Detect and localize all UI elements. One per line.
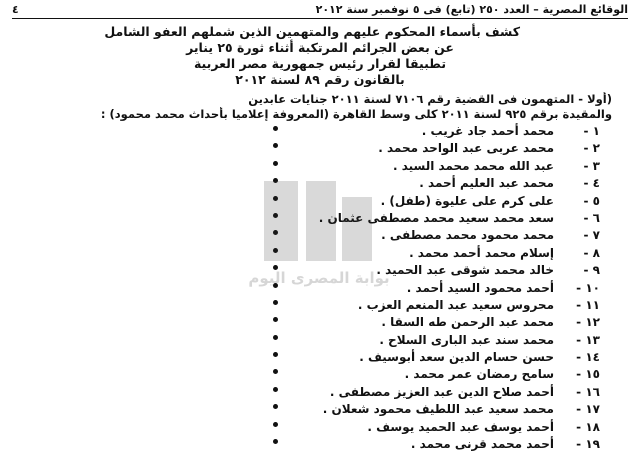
bullet-dot	[273, 404, 278, 409]
gazette-info: الوقائع المصرية – العدد ٢٥٠ (تابع) فى ٥ نوفمبر سنة ٢٠١٢	[315, 2, 628, 16]
entry-number: ١٧ -	[576, 402, 600, 417]
bullet-dot	[273, 230, 278, 235]
entry-name: على كرم على عليوة (طفل) .	[380, 193, 554, 208]
entry-name: أحمد يوسف عبد الحميد يوسف .	[367, 419, 554, 434]
list-item	[0, 280, 640, 297]
watermark-text: بوابة المصرى اليوم	[248, 269, 390, 287]
entry-name: محمد سند عبد البارى السلاح .	[379, 332, 554, 347]
list-item	[0, 349, 640, 366]
entry-number: ١٩ -	[576, 437, 600, 452]
entry-name: محمد محمود محمد مصطفى .	[381, 228, 554, 243]
list-item	[0, 332, 640, 349]
bullet-dot	[273, 126, 278, 131]
bullet-dot	[273, 387, 278, 392]
list-item	[0, 384, 640, 401]
intro-line-2: والمقيدة برقم ٩٢٥ لسنة ٢٠١١ كلى وسط القاهرة (المعروفة إعلاميا بأحداث محمد محمود) :	[100, 107, 612, 121]
entry-name: حسن حسام الدين سعد أبوسيف .	[359, 350, 554, 365]
bullet-dot	[273, 196, 278, 201]
title-line-3: تطبيقا لقرار رئيس جمهورية مصر العربية	[193, 56, 447, 71]
list-item	[0, 245, 640, 262]
bullet-dot	[273, 369, 278, 374]
entry-number: ١٨ -	[576, 419, 600, 434]
entry-name: أحمد محمد قرنى محمد .	[410, 437, 554, 452]
entry-number: ١٠ -	[576, 280, 600, 295]
entry-name: محمد عبد العليم أحمد .	[419, 176, 554, 191]
bullet-dot	[273, 300, 278, 305]
entry-number: ٥ -	[583, 193, 600, 208]
entry-number: ٦ -	[583, 210, 600, 225]
bullet-dot	[273, 439, 278, 444]
entry-number: ٩ -	[583, 263, 600, 278]
list-item	[0, 140, 640, 157]
list-item	[0, 158, 640, 175]
entry-number: ١٢ -	[576, 315, 600, 330]
entry-name: محمد سعيد عبد اللطيف محمود شعلان .	[322, 402, 554, 417]
entry-name: محمد عبد الرحمن طه السقا .	[381, 315, 554, 330]
case-intro	[20, 92, 612, 122]
entry-name: عبد الله محمد محمد السيد .	[392, 158, 554, 173]
bullet-dot	[273, 265, 278, 270]
intro-line-1: (أولا - المتهمون فى القضية رقم ٧١٠٦ لسنة ٢٠١١ جنايات عابدين	[248, 92, 612, 106]
entry-number: ٧ -	[583, 228, 600, 243]
list-item	[0, 297, 640, 314]
page-number: ٤	[12, 2, 19, 16]
bullet-dot	[273, 161, 278, 166]
bullet-dot	[273, 248, 278, 253]
bullet-dot	[273, 283, 278, 288]
list-item	[0, 419, 640, 436]
list-item	[0, 401, 640, 418]
bullet-dot	[273, 143, 278, 148]
entry-number: ١٦ -	[576, 384, 600, 399]
list-item	[0, 210, 640, 227]
entry-name: محمد عربى عبد الواحد محمد .	[378, 141, 554, 156]
title-line-1: كشف بأسماء المحكوم عليهم والمتهمين الذين شملهم العفو الشامل	[104, 24, 520, 39]
entry-name: إسلام محمد أحمد محمد .	[409, 245, 554, 260]
list-item	[0, 175, 640, 192]
entry-number: ١ -	[583, 124, 600, 138]
bullet-dot	[273, 352, 278, 357]
entry-number: ١٤ -	[576, 350, 600, 365]
list-item	[0, 366, 640, 383]
entry-number: ٤ -	[583, 176, 600, 191]
entry-name: أحمد محمود السيد أحمد .	[406, 280, 554, 295]
entry-name: محمد أحمد جاد غريب .	[421, 124, 554, 138]
entry-number: ٢ -	[583, 141, 600, 156]
entry-number: ٣ -	[583, 158, 600, 173]
entry-name: أحمد صلاح الدين عبد العزيز مصطفى .	[329, 384, 554, 399]
page-header	[12, 2, 628, 16]
bullet-dot	[273, 178, 278, 183]
list-item	[0, 314, 640, 331]
entry-number: ١٥ -	[576, 367, 600, 382]
document-title	[104, 24, 520, 88]
names-list	[0, 123, 640, 453]
title-line-2: عن بعض الجرائم المرتكبة أثناء ثورة ٢٥ يناير	[186, 40, 454, 55]
list-item	[0, 436, 640, 453]
list-item	[0, 227, 640, 244]
bullet-dot	[273, 335, 278, 340]
list-item	[0, 123, 640, 140]
header-divider	[12, 18, 628, 19]
entry-name: محروس سعيد عبد المنعم العزب .	[357, 297, 554, 312]
entry-name: خالد محمد شوقى عبد الحميد .	[376, 263, 554, 278]
list-item	[0, 262, 640, 279]
entry-number: ١٣ -	[576, 332, 600, 347]
entry-name: سعد محمد سعيد محمد مصطفى عثمان .	[318, 210, 554, 225]
entry-number: ١١ -	[576, 297, 600, 312]
bullet-dot	[273, 422, 278, 427]
entry-number: ٨ -	[583, 245, 600, 260]
entry-name: سامح رمضان عمر محمد .	[404, 367, 554, 382]
bullet-column	[268, 126, 278, 456]
list-item	[0, 193, 640, 210]
title-line-4: بالقانون رقم ٨٩ لسنة ٢٠١٢	[235, 72, 405, 87]
bullet-dot	[273, 317, 278, 322]
bullet-dot	[273, 213, 278, 218]
